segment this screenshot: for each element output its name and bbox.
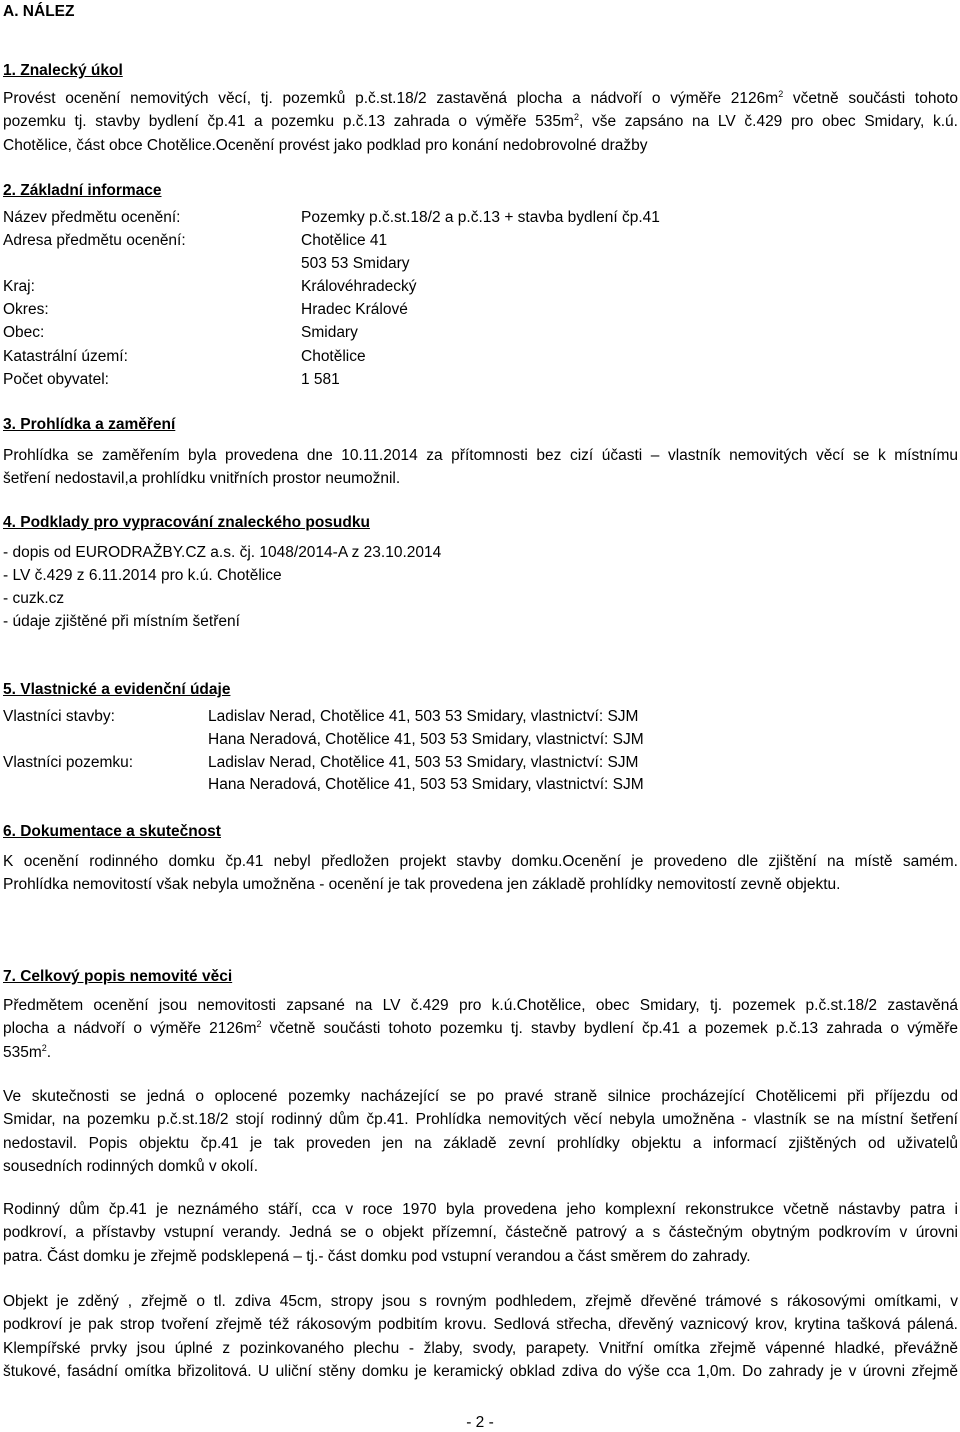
text-line: nedostavil. Popis objektu čp.41 je tak proveden jen na základě zevní prohlídky objektu a informací zjištěných od uživatelů xyxy=(3,1134,958,1152)
section-title: A. NÁLEZ xyxy=(3,3,75,20)
owner-value: Ladislav Nerad, Chotělice 41, 503 53 Smidary, vlastnictví: SJM xyxy=(208,708,639,725)
info-value: Chotělice xyxy=(301,347,366,365)
info-label: Kraj: xyxy=(3,278,35,296)
info-value: 1 581 xyxy=(301,370,340,388)
info-value: Pozemky p.č.st.18/2 a p.č.13 + stavba bydlení čp.41 xyxy=(301,209,660,226)
text-line: K ocenění rodinného domku čp.41 nebyl předložen projekt stavby domku.Ocenění je provedeno dle zjištění na místě samém. xyxy=(3,853,958,870)
text-line: Chotělice, část obce Chotělice.Ocenění provést jako podklad pro konání nedobrovolné dražby xyxy=(3,136,648,154)
info-label: Obec: xyxy=(3,324,45,342)
text-line: Prohlídka se zaměřením byla provedena dne 10.11.2014 za přítomnosti bez cizí účasti – vlastník nemovitých věcí se k místnímu xyxy=(3,447,958,464)
heading-celkovy-popis: 7. Celkový popis nemovité věci xyxy=(3,968,233,985)
text-line: podkroví, a přístavby vstupní verandy. Jedná se o objekt přízemní, částečně patrový a s částečným obytným podkrovím v úrovni xyxy=(3,1224,958,1242)
text-line: sousedních rodinných domků v okolí. xyxy=(3,1157,259,1175)
info-value: 503 53 Smidary xyxy=(301,255,410,273)
text-line: Objekt je zděný , zřejmě o tl. zdiva 45cm, stropy jsou s rovným podhledem, zřejmě dřevěné trámové s rákosovými omítkami, v xyxy=(3,1293,958,1310)
paragraph-popis-4 xyxy=(3,1290,958,1383)
text-line: Předmětem ocenění jsou nemovitosti zapsané na LV č.429 pro k.ú.Chotělice, obec Smidary, tj. pozemek p.č.st.18/2 zastavěná xyxy=(3,997,958,1014)
text-line: šetření nedostavil,a prohlídku vnitřních prostor neumožnil. xyxy=(3,470,401,488)
owner-value: Hana Neradová, Chotělice 41, 503 53 Smidary, vlastnictví: SJM xyxy=(208,730,644,748)
text-line: Klempířské prvky jsou úplné z pozinkovaného plechu - žlaby, svody, parapety. Vnitřní omítka zřejmě vápenné hladké, převážně xyxy=(3,1339,958,1357)
list-item: - cuzk.cz xyxy=(3,590,65,608)
info-label: Počet obyvatel: xyxy=(3,370,109,388)
text-line: Prohlídka nemovitostí však nebyla umožněna - ocenění je tak provedena jen základě prohlídky nemovitostí zevně objektu. xyxy=(3,876,841,894)
heading-znalecky-ukol: 1. Znalecký úkol xyxy=(3,62,123,79)
info-label: Název předmětu ocenění: xyxy=(3,209,181,226)
paragraph-popis-3 xyxy=(3,1198,958,1268)
owner-value: Ladislav Nerad, Chotělice 41, 503 53 Smidary, vlastnictví: SJM xyxy=(208,753,639,771)
text-line: pozemku tj. stavby bydlení čp.41 a pozemku p.č.13 zahrada o výměře $535m^2$, vše zapsáno na LV č.429 pro obec Smidary, k.ú. xyxy=(3,112,958,131)
text-line: Provést ocenění nemovitých věcí, tj. pozemků p.č.st.18/2 zastavěná plocha a nádvoří o výměře $2126m^2$ včetně součásti tohoto xyxy=(3,88,958,107)
owner-label: Vlastníci stavby: xyxy=(3,708,115,725)
paragraph-popis-2 xyxy=(3,1085,958,1178)
text-line: Ve skutečnosti se jedná o oplocené pozemky nacházející se po pravé straně silnice procházející Chotělicemi při příjezdu od xyxy=(3,1088,958,1105)
info-label: Okres: xyxy=(3,301,49,319)
owner-value: Hana Neradová, Chotělice 41, 503 53 Smidary, vlastnictví: SJM xyxy=(208,776,644,794)
text-line: patra. Část domku je zřejmě podsklepená – tj.- část domku pod vstupní verandou a část směrem do zahrady. xyxy=(3,1247,751,1265)
paragraph-prohlidka xyxy=(3,444,958,491)
text-line: Smidar, na pozemku p.č.st.18/2 stojí rodinný dům čp.41. Prohlídka nemovitých věcí nebyla umožněna - vlastník se na místní šetření xyxy=(3,1111,958,1129)
text-line: $535m^2$. xyxy=(3,1042,52,1061)
list-item: - údaje zjištěné při místním šetření xyxy=(3,613,240,631)
info-value: Hradec Králové xyxy=(301,301,408,319)
paragraph-dokumentace xyxy=(3,850,958,897)
heading-zakladni-informace: 2. Základní informace xyxy=(3,182,162,199)
text-line: Rodinný dům čp.41 je neznámého stáří, cca v roce 1970 byla provedena jeho komplexní rekonstrukce včetně nástavby patra i xyxy=(3,1201,958,1218)
paragraph-znalecky-ukol xyxy=(3,87,958,157)
page-number: - 2 - xyxy=(466,1414,494,1431)
text-line: podkroví je pak strop tvoření zřejmě též rákosovým podbitím krovu. Sedlová střecha, dřevěný vaznicový krov, krytina tašková pálená. xyxy=(3,1316,958,1334)
info-value: Chotělice 41 xyxy=(301,232,388,250)
sources-list xyxy=(3,541,441,633)
info-value: Smidary xyxy=(301,324,358,342)
owner-label: Vlastníci pozemku: xyxy=(3,753,134,771)
list-item: - dopis od EURODRAŽBY.CZ a.s. čj. 1048/2014-A z 23.10.2014 xyxy=(3,544,442,561)
info-label: Katastrální území: xyxy=(3,347,128,365)
info-value: Královéhradecký xyxy=(301,278,417,296)
list-item: - LV č.429 z 6.11.2014 pro k.ú. Chotělice xyxy=(3,567,282,585)
info-label: Adresa předmětu ocenění: xyxy=(3,232,186,250)
heading-dokumentace: 6. Dokumentace a skutečnost xyxy=(3,823,221,840)
text-line: plocha a nádvoří o výměře $2126m^2$ včetně součásti tohoto pozemku tj. stavby bydlení čp.41 a pozemek p.č.13 zahrada o výměře xyxy=(3,1019,959,1038)
heading-prohlidka: 3. Prohlídka a zaměření xyxy=(3,416,176,433)
heading-podklady: 4. Podklady pro vypracování znaleckého posudku xyxy=(3,514,370,531)
text-line: štukové, fasádní omítka břizolitová. U uliční stěny domku je keramický obklad zdiva do výše cca 1,0m. Do zahrady je v úrovni zřejmě xyxy=(3,1362,958,1380)
paragraph-popis-1 xyxy=(3,994,958,1064)
heading-vlastnicke-udaje: 5. Vlastnické a evidenční údaje xyxy=(3,681,231,698)
